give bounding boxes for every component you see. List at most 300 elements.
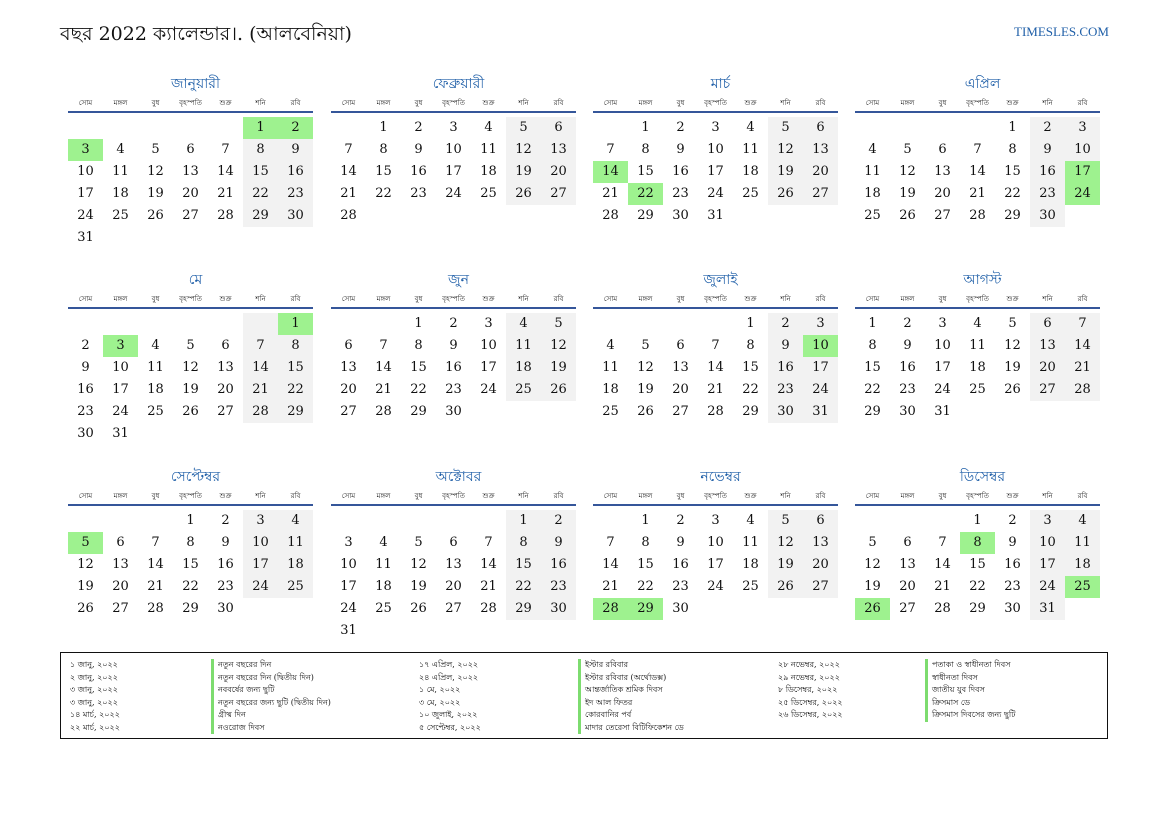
day-cell[interactable]: 5 (68, 532, 103, 554)
day-cell[interactable]: 8 (506, 532, 541, 554)
day-cell[interactable]: 25 (742, 579, 759, 594)
day-cell[interactable]: 16 (217, 557, 234, 572)
day-cell[interactable]: 11 (969, 338, 986, 353)
day-cell[interactable]: 13 (217, 360, 234, 375)
day-cell[interactable]: 26 (410, 601, 427, 616)
day-cell[interactable]: 5 (868, 535, 877, 550)
day-cell[interactable]: 23 (217, 579, 234, 594)
day-cell[interactable]: 22 (278, 379, 313, 401)
day-cell[interactable]: 21 (340, 186, 357, 201)
day-cell[interactable]: 10 (340, 557, 357, 572)
day-cell[interactable]: 9 (1030, 139, 1065, 161)
day-cell[interactable]: 22 (506, 576, 541, 598)
day-cell[interactable]: 5 (414, 535, 423, 550)
day-cell[interactable]: 30 (672, 208, 689, 223)
day-cell[interactable]: 13 (672, 360, 689, 375)
day-cell[interactable]: 6 (541, 117, 576, 139)
day-cell[interactable]: 9 (676, 535, 685, 550)
day-cell[interactable]: 6 (803, 117, 838, 139)
day-cell[interactable]: 11 (742, 535, 759, 550)
day-cell[interactable]: 4 (379, 535, 388, 550)
day-cell[interactable]: 25 (147, 404, 164, 419)
day-cell[interactable]: 26 (855, 598, 890, 620)
day-cell[interactable]: 3 (1030, 510, 1065, 532)
day-cell[interactable]: 10 (934, 338, 951, 353)
day-cell[interactable]: 12 (541, 335, 576, 357)
day-cell[interactable]: 21 (375, 382, 392, 397)
day-cell[interactable]: 12 (1004, 338, 1021, 353)
day-cell[interactable]: 24 (112, 404, 129, 419)
day-cell[interactable]: 10 (77, 164, 94, 179)
day-cell[interactable]: 15 (864, 360, 881, 375)
day-cell[interactable]: 20 (340, 382, 357, 397)
day-cell[interactable]: 28 (707, 404, 724, 419)
day-cell[interactable]: 25 (278, 576, 313, 598)
day-cell[interactable]: 9 (414, 142, 423, 157)
day-cell[interactable]: 13 (803, 139, 838, 161)
day-cell[interactable]: 2 (676, 513, 685, 528)
day-cell[interactable]: 16 (1030, 161, 1065, 183)
day-cell[interactable]: 19 (637, 382, 654, 397)
day-cell[interactable]: 27 (541, 183, 576, 205)
day-cell[interactable]: 16 (541, 554, 576, 576)
day-cell[interactable]: 24 (77, 208, 94, 223)
day-cell[interactable]: 28 (934, 601, 951, 616)
day-cell[interactable]: 12 (410, 557, 427, 572)
day-cell[interactable]: 16 (445, 360, 462, 375)
day-cell[interactable]: 13 (541, 139, 576, 161)
day-cell[interactable]: 21 (480, 579, 497, 594)
day-cell[interactable]: 25 (506, 379, 541, 401)
day-cell[interactable]: 4 (484, 120, 493, 135)
day-cell[interactable]: 14 (217, 164, 234, 179)
day-cell[interactable]: 16 (768, 357, 803, 379)
day-cell[interactable]: 29 (278, 401, 313, 423)
day-cell[interactable]: 1 (746, 316, 755, 331)
day-cell[interactable]: 24 (707, 579, 724, 594)
day-cell[interactable]: 21 (602, 186, 619, 201)
day-cell[interactable]: 31 (1030, 598, 1065, 620)
day-cell[interactable]: 23 (77, 404, 94, 419)
day-cell[interactable]: 27 (340, 404, 357, 419)
day-cell[interactable]: 4 (116, 142, 125, 157)
day-cell[interactable]: 18 (480, 164, 497, 179)
day-cell[interactable]: 29 (243, 205, 278, 227)
day-cell[interactable]: 1 (641, 120, 650, 135)
day-cell[interactable]: 31 (112, 426, 129, 441)
day-cell[interactable]: 22 (969, 579, 986, 594)
day-cell[interactable]: 16 (1004, 557, 1021, 572)
day-cell[interactable]: 28 (147, 601, 164, 616)
day-cell[interactable]: 4 (506, 313, 541, 335)
day-cell[interactable]: 5 (768, 510, 803, 532)
day-cell[interactable]: 10 (480, 338, 497, 353)
day-cell[interactable]: 5 (506, 117, 541, 139)
day-cell[interactable]: 19 (768, 161, 803, 183)
day-cell[interactable]: 27 (934, 208, 951, 223)
day-cell[interactable]: 23 (410, 186, 427, 201)
day-cell[interactable]: 7 (938, 535, 947, 550)
day-cell[interactable]: 16 (77, 382, 94, 397)
day-cell[interactable]: 17 (1065, 161, 1100, 183)
day-cell[interactable]: 15 (506, 554, 541, 576)
day-cell[interactable]: 18 (742, 557, 759, 572)
day-cell[interactable]: 11 (375, 557, 392, 572)
day-cell[interactable]: 3 (344, 535, 353, 550)
day-cell[interactable]: 10 (707, 142, 724, 157)
day-cell[interactable]: 13 (899, 557, 916, 572)
day-cell[interactable]: 3 (243, 510, 278, 532)
day-cell[interactable]: 6 (344, 338, 353, 353)
day-cell[interactable]: 14 (147, 557, 164, 572)
day-cell[interactable]: 18 (864, 186, 881, 201)
day-cell[interactable]: 24 (480, 382, 497, 397)
day-cell[interactable]: 14 (1065, 335, 1100, 357)
day-cell[interactable]: 9 (541, 532, 576, 554)
day-cell[interactable]: 1 (868, 316, 877, 331)
day-cell[interactable]: 8 (243, 139, 278, 161)
day-cell[interactable]: 26 (541, 379, 576, 401)
day-cell[interactable]: 19 (899, 186, 916, 201)
day-cell[interactable]: 29 (1004, 208, 1021, 223)
day-cell[interactable]: 12 (899, 164, 916, 179)
day-cell[interactable]: 7 (606, 142, 615, 157)
day-cell[interactable]: 1 (506, 510, 541, 532)
day-cell[interactable]: 2 (221, 513, 230, 528)
day-cell[interactable]: 4 (1065, 510, 1100, 532)
day-cell[interactable]: 25 (742, 186, 759, 201)
day-cell[interactable]: 15 (243, 161, 278, 183)
day-cell[interactable]: 10 (1030, 532, 1065, 554)
day-cell[interactable]: 6 (221, 338, 230, 353)
day-cell[interactable]: 8 (641, 535, 650, 550)
day-cell[interactable]: 19 (506, 161, 541, 183)
day-cell[interactable]: 27 (445, 601, 462, 616)
day-cell[interactable]: 9 (1008, 535, 1017, 550)
day-cell[interactable]: 8 (278, 335, 313, 357)
day-cell[interactable]: 2 (278, 117, 313, 139)
day-cell[interactable]: 14 (707, 360, 724, 375)
day-cell[interactable]: 12 (768, 532, 803, 554)
day-cell[interactable]: 31 (803, 401, 838, 423)
day-cell[interactable]: 24 (934, 382, 951, 397)
day-cell[interactable]: 3 (449, 120, 458, 135)
day-cell[interactable]: 12 (182, 360, 199, 375)
day-cell[interactable]: 9 (221, 535, 230, 550)
day-cell[interactable]: 12 (637, 360, 654, 375)
day-cell[interactable]: 20 (112, 579, 129, 594)
day-cell[interactable]: 7 (221, 142, 230, 157)
day-cell[interactable]: 22 (182, 579, 199, 594)
day-cell[interactable]: 26 (899, 208, 916, 223)
day-cell[interactable]: 18 (969, 360, 986, 375)
day-cell[interactable]: 14 (969, 164, 986, 179)
day-cell[interactable]: 13 (112, 557, 129, 572)
day-cell[interactable]: 17 (77, 186, 94, 201)
day-cell[interactable]: 20 (803, 161, 838, 183)
day-cell[interactable]: 26 (1004, 382, 1021, 397)
day-cell[interactable]: 26 (147, 208, 164, 223)
day-cell[interactable]: 22 (637, 579, 654, 594)
day-cell[interactable]: 15 (278, 357, 313, 379)
day-cell[interactable]: 19 (1004, 360, 1021, 375)
day-cell[interactable]: 28 (243, 401, 278, 423)
day-cell[interactable]: 8 (746, 338, 755, 353)
day-cell[interactable]: 24 (340, 601, 357, 616)
day-cell[interactable]: 20 (445, 579, 462, 594)
day-cell[interactable]: 2 (81, 338, 90, 353)
day-cell[interactable]: 26 (637, 404, 654, 419)
day-cell[interactable]: 30 (1030, 205, 1065, 227)
day-cell[interactable]: 29 (182, 601, 199, 616)
day-cell[interactable]: 17 (445, 164, 462, 179)
day-cell[interactable]: 1 (414, 316, 423, 331)
day-cell[interactable]: 3 (938, 316, 947, 331)
day-cell[interactable]: 9 (903, 338, 912, 353)
day-cell[interactable]: 11 (864, 164, 881, 179)
day-cell[interactable]: 21 (969, 186, 986, 201)
day-cell[interactable]: 27 (182, 208, 199, 223)
day-cell[interactable]: 29 (410, 404, 427, 419)
day-cell[interactable]: 23 (768, 379, 803, 401)
day-cell[interactable]: 9 (676, 142, 685, 157)
day-cell[interactable]: 3 (484, 316, 493, 331)
day-cell[interactable]: 1 (379, 120, 388, 135)
day-cell[interactable]: 3 (103, 335, 138, 357)
day-cell[interactable]: 21 (602, 579, 619, 594)
day-cell[interactable]: 29 (864, 404, 881, 419)
day-cell[interactable]: 14 (340, 164, 357, 179)
day-cell[interactable]: 16 (899, 360, 916, 375)
day-cell[interactable]: 25 (480, 186, 497, 201)
day-cell[interactable]: 3 (711, 120, 720, 135)
day-cell[interactable]: 6 (116, 535, 125, 550)
day-cell[interactable]: 14 (375, 360, 392, 375)
day-cell[interactable]: 14 (243, 357, 278, 379)
day-cell[interactable]: 13 (1030, 335, 1065, 357)
day-cell[interactable]: 18 (1065, 554, 1100, 576)
day-cell[interactable]: 17 (707, 164, 724, 179)
day-cell[interactable]: 13 (340, 360, 357, 375)
day-cell[interactable]: 7 (379, 338, 388, 353)
day-cell[interactable]: 8 (414, 338, 423, 353)
day-cell[interactable]: 17 (707, 557, 724, 572)
day-cell[interactable]: 29 (969, 601, 986, 616)
day-cell[interactable]: 31 (77, 230, 94, 245)
day-cell[interactable]: 20 (803, 554, 838, 576)
day-cell[interactable]: 16 (410, 164, 427, 179)
day-cell[interactable]: 16 (278, 161, 313, 183)
day-cell[interactable]: 27 (112, 601, 129, 616)
day-cell[interactable]: 31 (934, 404, 951, 419)
day-cell[interactable]: 20 (1030, 357, 1065, 379)
day-cell[interactable]: 26 (182, 404, 199, 419)
day-cell[interactable]: 11 (480, 142, 497, 157)
day-cell[interactable]: 27 (803, 183, 838, 205)
day-cell[interactable]: 13 (803, 532, 838, 554)
day-cell[interactable]: 12 (506, 139, 541, 161)
day-cell[interactable]: 7 (711, 338, 720, 353)
day-cell[interactable]: 7 (973, 142, 982, 157)
day-cell[interactable]: 10 (112, 360, 129, 375)
day-cell[interactable]: 17 (340, 579, 357, 594)
day-cell[interactable]: 30 (278, 205, 313, 227)
day-cell[interactable]: 15 (375, 164, 392, 179)
day-cell[interactable]: 18 (278, 554, 313, 576)
day-cell[interactable]: 8 (379, 142, 388, 157)
day-cell[interactable]: 11 (506, 335, 541, 357)
day-cell[interactable]: 17 (1030, 554, 1065, 576)
day-cell[interactable]: 4 (868, 142, 877, 157)
day-cell[interactable]: 27 (217, 404, 234, 419)
day-cell[interactable]: 26 (506, 183, 541, 205)
day-cell[interactable]: 12 (768, 139, 803, 161)
day-cell[interactable]: 6 (186, 142, 195, 157)
day-cell[interactable]: 8 (1008, 142, 1017, 157)
day-cell[interactable]: 12 (864, 557, 881, 572)
day-cell[interactable]: 20 (934, 186, 951, 201)
day-cell[interactable]: 19 (182, 382, 199, 397)
day-cell[interactable]: 6 (803, 510, 838, 532)
day-cell[interactable]: 20 (541, 161, 576, 183)
day-cell[interactable]: 30 (672, 601, 689, 616)
day-cell[interactable]: 18 (602, 382, 619, 397)
day-cell[interactable]: 27 (899, 601, 916, 616)
day-cell[interactable]: 7 (484, 535, 493, 550)
day-cell[interactable]: 1 (1008, 120, 1017, 135)
day-cell[interactable]: 15 (969, 557, 986, 572)
day-cell[interactable]: 22 (742, 382, 759, 397)
day-cell[interactable]: 1 (186, 513, 195, 528)
day-cell[interactable]: 7 (151, 535, 160, 550)
day-cell[interactable]: 14 (602, 557, 619, 572)
day-cell[interactable]: 27 (803, 576, 838, 598)
day-cell[interactable]: 13 (182, 164, 199, 179)
day-cell[interactable]: 7 (243, 335, 278, 357)
day-cell[interactable]: 18 (375, 579, 392, 594)
day-cell[interactable]: 28 (1065, 379, 1100, 401)
day-cell[interactable]: 6 (938, 142, 947, 157)
day-cell[interactable]: 22 (375, 186, 392, 201)
day-cell[interactable]: 25 (375, 601, 392, 616)
day-cell[interactable]: 10 (445, 142, 462, 157)
day-cell[interactable]: 16 (672, 164, 689, 179)
day-cell[interactable]: 22 (1004, 186, 1021, 201)
day-cell[interactable]: 11 (278, 532, 313, 554)
day-cell[interactable]: 4 (746, 513, 755, 528)
day-cell[interactable]: 19 (768, 554, 803, 576)
day-cell[interactable]: 4 (278, 510, 313, 532)
day-cell[interactable]: 15 (410, 360, 427, 375)
day-cell[interactable]: 28 (217, 208, 234, 223)
day-cell[interactable]: 21 (707, 382, 724, 397)
day-cell[interactable]: 5 (903, 142, 912, 157)
day-cell[interactable]: 24 (243, 576, 278, 598)
day-cell[interactable]: 5 (641, 338, 650, 353)
day-cell[interactable]: 23 (672, 579, 689, 594)
day-cell[interactable]: 24 (1030, 576, 1065, 598)
day-cell[interactable]: 30 (217, 601, 234, 616)
day-cell[interactable]: 1 (641, 513, 650, 528)
day-cell[interactable]: 14 (593, 161, 628, 183)
day-cell[interactable]: 11 (602, 360, 619, 375)
day-cell[interactable]: 22 (864, 382, 881, 397)
day-cell[interactable]: 10 (707, 535, 724, 550)
day-cell[interactable]: 10 (1065, 139, 1100, 161)
day-cell[interactable]: 7 (606, 535, 615, 550)
site-link[interactable]: TIMESLES.COM (1014, 24, 1109, 39)
day-cell[interactable]: 19 (77, 579, 94, 594)
day-cell[interactable]: 1 (243, 117, 278, 139)
day-cell[interactable]: 15 (742, 360, 759, 375)
day-cell[interactable]: 25 (112, 208, 129, 223)
day-cell[interactable]: 17 (112, 382, 129, 397)
day-cell[interactable]: 15 (637, 164, 654, 179)
day-cell[interactable]: 2 (768, 313, 803, 335)
day-cell[interactable]: 4 (746, 120, 755, 135)
day-cell[interactable]: 21 (243, 379, 278, 401)
day-cell[interactable]: 4 (606, 338, 615, 353)
day-cell[interactable]: 1 (973, 513, 982, 528)
day-cell[interactable]: 5 (768, 117, 803, 139)
day-cell[interactable]: 2 (414, 120, 423, 135)
day-cell[interactable]: 14 (934, 557, 951, 572)
day-cell[interactable]: 8 (960, 532, 995, 554)
day-cell[interactable]: 5 (186, 338, 195, 353)
day-cell[interactable]: 24 (445, 186, 462, 201)
day-cell[interactable]: 29 (628, 598, 663, 620)
day-cell[interactable]: 31 (707, 208, 724, 223)
day-cell[interactable]: 21 (217, 186, 234, 201)
day-cell[interactable]: 24 (803, 379, 838, 401)
day-cell[interactable]: 15 (182, 557, 199, 572)
day-cell[interactable]: 22 (243, 183, 278, 205)
day-cell[interactable]: 23 (278, 183, 313, 205)
day-cell[interactable]: 3 (68, 139, 103, 161)
day-cell[interactable]: 23 (445, 382, 462, 397)
day-cell[interactable]: 3 (1065, 117, 1100, 139)
day-cell[interactable]: 16 (672, 557, 689, 572)
day-cell[interactable]: 17 (934, 360, 951, 375)
day-cell[interactable]: 20 (217, 382, 234, 397)
day-cell[interactable]: 28 (375, 404, 392, 419)
day-cell[interactable]: 2 (903, 316, 912, 331)
day-cell[interactable]: 2 (449, 316, 458, 331)
day-cell[interactable]: 23 (1004, 579, 1021, 594)
day-cell[interactable]: 21 (147, 579, 164, 594)
day-cell[interactable]: 25 (864, 208, 881, 223)
day-cell[interactable]: 28 (340, 208, 357, 223)
day-cell[interactable]: 29 (742, 404, 759, 419)
day-cell[interactable]: 21 (1065, 357, 1100, 379)
day-cell[interactable]: 30 (445, 404, 462, 419)
day-cell[interactable]: 6 (449, 535, 458, 550)
day-cell[interactable]: 23 (899, 382, 916, 397)
day-cell[interactable]: 12 (77, 557, 94, 572)
day-cell[interactable]: 30 (768, 401, 803, 423)
day-cell[interactable]: 6 (1030, 313, 1065, 335)
day-cell[interactable]: 24 (707, 186, 724, 201)
day-cell[interactable]: 11 (112, 164, 129, 179)
day-cell[interactable]: 7 (1065, 313, 1100, 335)
day-cell[interactable]: 1 (278, 313, 313, 335)
day-cell[interactable]: 11 (1065, 532, 1100, 554)
day-cell[interactable]: 9 (768, 335, 803, 357)
day-cell[interactable]: 28 (480, 601, 497, 616)
day-cell[interactable]: 3 (803, 313, 838, 335)
day-cell[interactable]: 19 (147, 186, 164, 201)
day-cell[interactable]: 27 (672, 404, 689, 419)
